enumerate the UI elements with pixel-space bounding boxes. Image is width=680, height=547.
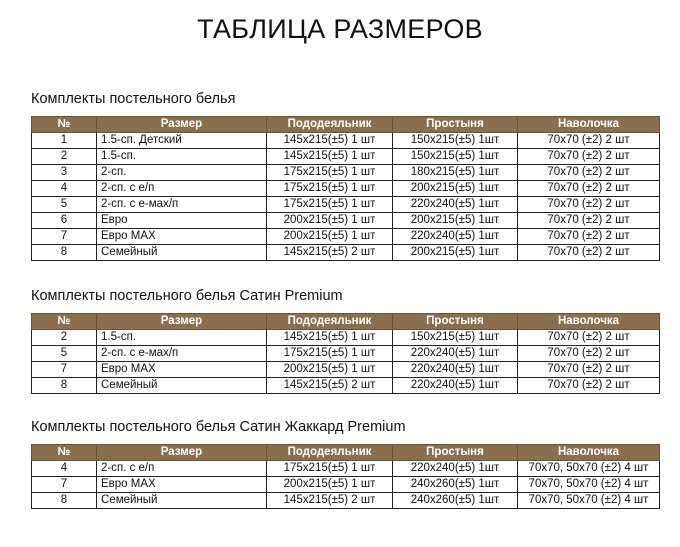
cell-pillowcase: 70x70 (±2) 2 шт: [518, 245, 660, 261]
cell-size-name: 2-сп. с е-мах/п: [97, 346, 267, 362]
table-row: [32, 133, 660, 149]
table-row: [32, 346, 660, 362]
cell-number: 7: [32, 229, 97, 245]
cell-size-name: 1.5-сп.: [97, 149, 267, 165]
column-header-sheet: Простыня: [393, 445, 518, 461]
table-row: [32, 165, 660, 181]
cell-sheet: 150x215(±5) 1шт: [393, 330, 518, 346]
cell-sheet: 220x240(±5) 1шт: [393, 346, 518, 362]
cell-duvet-cover: 200x215(±5) 1 шт: [267, 229, 393, 245]
cell-size-name: 2-сп. с е/п: [97, 181, 267, 197]
cell-duvet-cover: 175x215(±5) 1 шт: [267, 346, 393, 362]
table-row: [32, 229, 660, 245]
cell-pillowcase: 70x70 (±2) 2 шт: [518, 165, 660, 181]
cell-pillowcase: 70x70 (±2) 2 шт: [518, 346, 660, 362]
cell-sheet: 220x240(±5) 1шт: [393, 378, 518, 394]
cell-sheet: 220x240(±5) 1шт: [393, 362, 518, 378]
cell-size-name: Евро MAX: [97, 229, 267, 245]
cell-size-name: 1.5-сп.: [97, 330, 267, 346]
size-table: [31, 444, 660, 509]
cell-number: 5: [32, 197, 97, 213]
cell-duvet-cover: 145x215(±5) 2 шт: [267, 378, 393, 394]
cell-number: 7: [32, 362, 97, 378]
cell-number: 3: [32, 165, 97, 181]
table-row: [32, 213, 660, 229]
cell-number: 7: [32, 477, 97, 493]
cell-duvet-cover: 175x215(±5) 1 шт: [267, 461, 393, 477]
cell-sheet: 150x215(±5) 1шт: [393, 149, 518, 165]
column-header-duvet-cover: Пододеяльник: [267, 117, 393, 133]
column-header-number: №: [32, 314, 97, 330]
section-satin-premium: [31, 287, 659, 394]
cell-size-name: 2-сп. с е-мах/п: [97, 197, 267, 213]
table-row: [32, 378, 660, 394]
cell-number: 8: [32, 493, 97, 509]
cell-duvet-cover: 200x215(±5) 1 шт: [267, 477, 393, 493]
cell-sheet: 220x240(±5) 1шт: [393, 229, 518, 245]
cell-size-name: Семейный: [97, 378, 267, 394]
column-header-duvet-cover: Пододеяльник: [267, 314, 393, 330]
cell-sheet: 200x215(±5) 1шт: [393, 213, 518, 229]
cell-duvet-cover: 175x215(±5) 1 шт: [267, 165, 393, 181]
cell-duvet-cover: 175x215(±5) 1 шт: [267, 181, 393, 197]
cell-size-name: Евро MAX: [97, 362, 267, 378]
table-header-row: [32, 314, 660, 330]
column-header-pillowcase: Наволочка: [518, 314, 660, 330]
cell-pillowcase: 70x70, 50x70 (±2) 4 шт: [518, 477, 660, 493]
cell-duvet-cover: 145x215(±5) 2 шт: [267, 245, 393, 261]
column-header-size: Размер: [97, 445, 267, 461]
cell-size-name: Семейный: [97, 493, 267, 509]
cell-pillowcase: 70x70 (±2) 2 шт: [518, 229, 660, 245]
cell-sheet: 240x260(±5) 1шт: [393, 477, 518, 493]
cell-size-name: Евро: [97, 213, 267, 229]
cell-duvet-cover: 145x215(±5) 1 шт: [267, 149, 393, 165]
cell-number: 1: [32, 133, 97, 149]
cell-number: 4: [32, 461, 97, 477]
cell-sheet: 150x215(±5) 1шт: [393, 133, 518, 149]
section-satin-jacquard-premium: [31, 418, 659, 509]
section-heading: Комплекты постельного белья Сатин Жаккард Premium: [31, 419, 406, 435]
cell-pillowcase: 70x70 (±2) 2 шт: [518, 149, 660, 165]
cell-number: 8: [32, 378, 97, 394]
cell-number: 2: [32, 330, 97, 346]
cell-size-name: 2-сп. с е/п: [97, 461, 267, 477]
table-row: [32, 493, 660, 509]
cell-duvet-cover: 200x215(±5) 1 шт: [267, 213, 393, 229]
cell-pillowcase: 70x70 (±2) 2 шт: [518, 133, 660, 149]
page-title: ТАБЛИЦА РАЗМЕРОВ: [197, 14, 483, 44]
column-header-pillowcase: Наволочка: [518, 117, 660, 133]
column-header-sheet: Простыня: [393, 117, 518, 133]
cell-duvet-cover: 145x215(±5) 1 шт: [267, 330, 393, 346]
cell-sheet: 180x215(±5) 1шт: [393, 165, 518, 181]
cell-duvet-cover: 175x215(±5) 1 шт: [267, 197, 393, 213]
cell-number: 6: [32, 213, 97, 229]
cell-size-name: Евро MAX: [97, 477, 267, 493]
cell-pillowcase: 70x70 (±2) 2 шт: [518, 213, 660, 229]
section-heading: Комплекты постельного белья Сатин Premium: [31, 288, 343, 304]
cell-duvet-cover: 145x215(±5) 2 шт: [267, 493, 393, 509]
column-header-size: Размер: [97, 314, 267, 330]
table-row: [32, 362, 660, 378]
cell-sheet: 200x215(±5) 1шт: [393, 245, 518, 261]
cell-duvet-cover: 200x215(±5) 1 шт: [267, 362, 393, 378]
cell-pillowcase: 70x70 (±2) 2 шт: [518, 362, 660, 378]
table-row: [32, 330, 660, 346]
cell-pillowcase: 70x70, 50x70 (±2) 4 шт: [518, 461, 660, 477]
cell-sheet: 200x215(±5) 1шт: [393, 181, 518, 197]
cell-pillowcase: 70x70 (±2) 2 шт: [518, 378, 660, 394]
cell-number: 4: [32, 181, 97, 197]
column-header-duvet-cover: Пододеяльник: [267, 445, 393, 461]
table-row: [32, 477, 660, 493]
column-header-number: №: [32, 117, 97, 133]
cell-number: 5: [32, 346, 97, 362]
column-header-size: Размер: [97, 117, 267, 133]
cell-size-name: 2-сп.: [97, 165, 267, 181]
table-row: [32, 461, 660, 477]
cell-pillowcase: 70x70 (±2) 2 шт: [518, 330, 660, 346]
cell-sheet: 240x260(±5) 1шт: [393, 493, 518, 509]
table-row: [32, 197, 660, 213]
table-row: [32, 181, 660, 197]
column-header-pillowcase: Наволочка: [518, 445, 660, 461]
table-header-row: [32, 117, 660, 133]
size-table: [31, 116, 660, 261]
cell-duvet-cover: 145x215(±5) 1 шт: [267, 133, 393, 149]
column-header-sheet: Простыня: [393, 314, 518, 330]
cell-pillowcase: 70x70 (±2) 2 шт: [518, 181, 660, 197]
section-heading: Комплекты постельного белья: [31, 91, 236, 107]
cell-number: 8: [32, 245, 97, 261]
section-bedding-sets: [31, 90, 659, 261]
cell-size-name: Семейный: [97, 245, 267, 261]
cell-number: 2: [32, 149, 97, 165]
cell-size-name: 1.5-сп. Детский: [97, 133, 267, 149]
cell-sheet: 220x240(±5) 1шт: [393, 461, 518, 477]
column-header-number: №: [32, 445, 97, 461]
cell-sheet: 220x240(±5) 1шт: [393, 197, 518, 213]
table-row: [32, 245, 660, 261]
cell-pillowcase: 70x70, 50x70 (±2) 4 шт: [518, 493, 660, 509]
table-header-row: [32, 445, 660, 461]
table-row: [32, 149, 660, 165]
size-table: [31, 313, 660, 394]
cell-pillowcase: 70x70 (±2) 2 шт: [518, 197, 660, 213]
